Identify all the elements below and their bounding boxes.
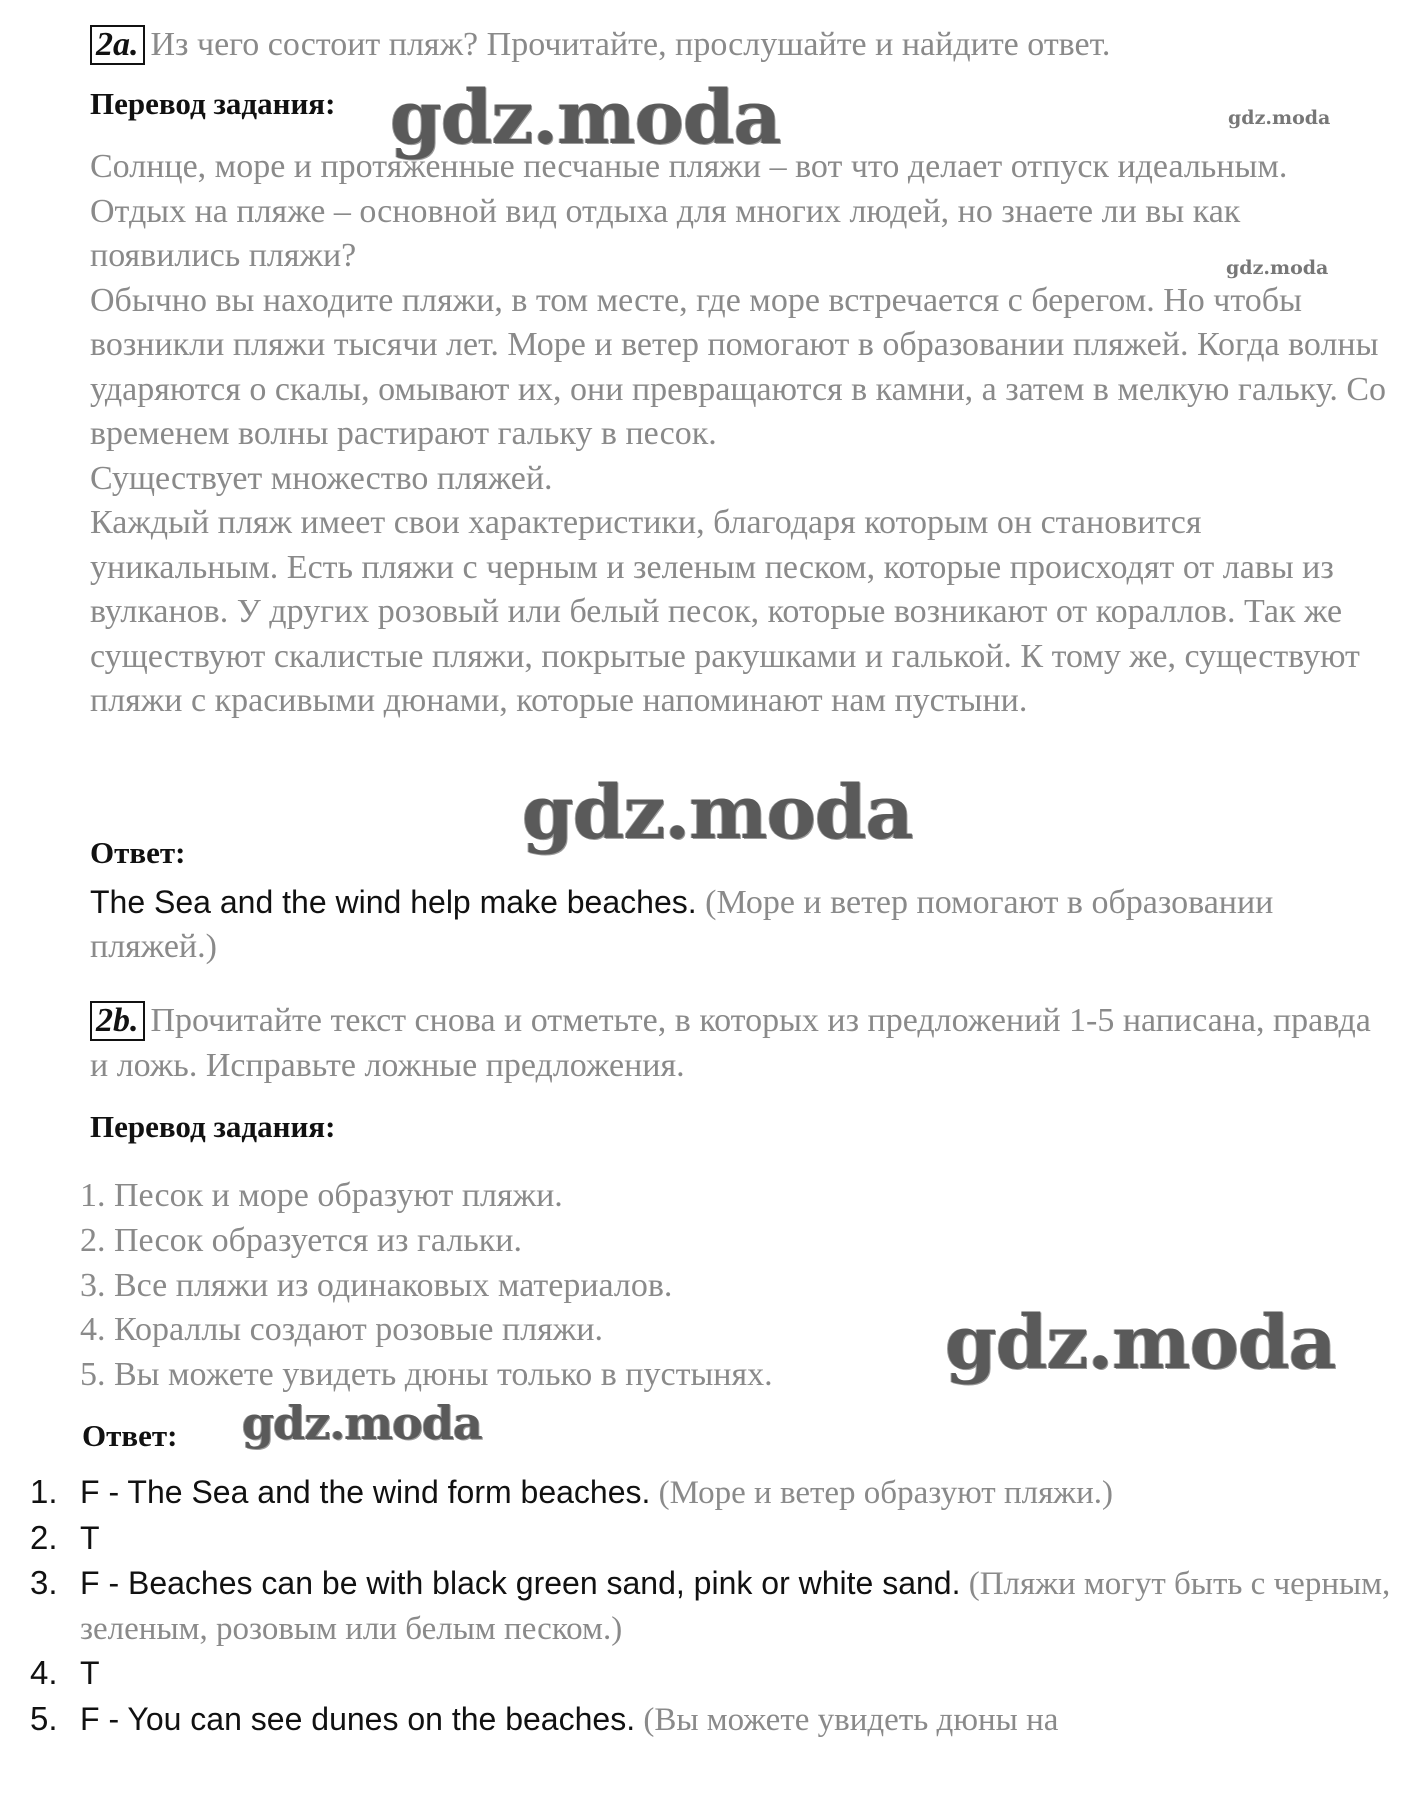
watermark-large: gdz.moda [390,75,781,161]
answer-item [30,1516,1400,1562]
answer-english: F - The Sea and the wind form beaches. [80,1474,651,1510]
task-2a-answer-heading: Ответ: [90,835,186,870]
task-2b-statements [80,1174,773,1398]
answer-english: T [80,1655,100,1691]
task-2b-answer-heading: Ответ: [82,1418,178,1453]
statement-item: 5. Вы можете увидеть дюны только в пустынях. [80,1356,773,1394]
task-2a-line [90,22,1110,67]
answer-number: 3. [30,1564,58,1601]
task-2b-answers [30,1470,1400,1742]
statement-item: 1. Песок и море образуют пляжи. [80,1177,563,1214]
answer-item [30,1561,1400,1651]
watermark-medium: gdz.moda [242,1396,482,1450]
task-2b-instruction: Прочитайте текст снова и отметьте, в которых из предложений 1-5 написана, правда и ложь. Исправьте ложные предложения. [90,1002,1371,1084]
task-2a-paragraph-3: Существует множество пляжей. [90,459,553,497]
task-2a-translation-heading: Перевод задания: [90,86,336,121]
answer-number: 1. [30,1473,58,1510]
task-2b-badge: 2b. [90,1001,145,1041]
answer-english: T [80,1519,100,1556]
watermark-large: gdz.moda [522,770,913,856]
answer-number: 4. [30,1654,58,1691]
answer-number: 5. [30,1699,58,1737]
watermark-small: gdz.moda [1226,257,1329,279]
watermark-large: gdz.moda [945,1300,1336,1386]
watermark-small: gdz.moda [1228,107,1331,129]
task-2a-answer-english: The Sea and the wind help make beaches. [90,884,697,920]
answer-russian: (Вы можете увидеть дюны на [643,1701,1059,1738]
statement-item: 3. Все пляжи из одинаковых материалов. [80,1266,673,1304]
answer-number: 2. [30,1518,58,1556]
statement-item: 2. Песок образуется из гальки. [80,1221,522,1259]
answer-english: F - Beaches can be with black green sand, pink or white sand. [80,1565,961,1601]
task-2a-translation-text [90,145,1390,724]
task-2b-translation-heading: Перевод задания: [90,1109,336,1144]
answer-english: F - You can see dunes on the beaches. [80,1700,636,1737]
task-2a-instruction: Из чего состоит пляж? Прочитайте, прослушайте и найдите ответ. [150,26,1111,63]
task-2a-badge: 2a. [90,25,145,65]
task-2a-answer [90,880,1390,969]
task-2b-line [90,999,1390,1088]
statement-item: 4. Кораллы создают розовые пляжи. [80,1311,603,1349]
answer-item [30,1470,1400,1516]
answer-russian: (Пляжи могут быть с черным, зеленым, розовым или белым песком.) [80,1566,1391,1647]
task-2a-paragraph-1: Солнце, море и протяженные песчаные пляжи – вот что делает отпуск идеальным. Отдых на пляже – основной вид отдыха для многих людей, но знаете ли вы как появились пляжи? [90,148,1288,274]
task-2a-answer-russian: (Море и ветер помогают в образовании пляжей.) [90,884,1274,965]
task-2a-paragraph-2: Обычно вы находите пляжи, в том месте, где море встречается с берегом. Но чтобы возникли пляжи тысячи лет. Море и ветер помогают в образовании пляжей. Когда волны ударяются о скалы, омывают их, они превращаются в камни, а затем в мелкую гальку. Со временем волны растирают гальку в песок. [90,281,1387,452]
answer-item [30,1651,1400,1697]
task-2a-paragraph-4: Каждый пляж имеет свои характеристики, благодаря которым он становится уникальным. Есть пляжи с черным и зеленым песком, которые происходят от лавы из вулканов. У других розовый или белый песок, которые возникают от кораллов. Так же существуют скалистые пляжи, покрытые ракушками и галькой. К тому же, существуют пляжи с красивыми дюнами, которые напоминают нам пустыни. [90,504,1360,719]
answer-item [30,1697,1400,1743]
answer-russian: (Море и ветер образуют пляжи.) [658,1475,1113,1511]
